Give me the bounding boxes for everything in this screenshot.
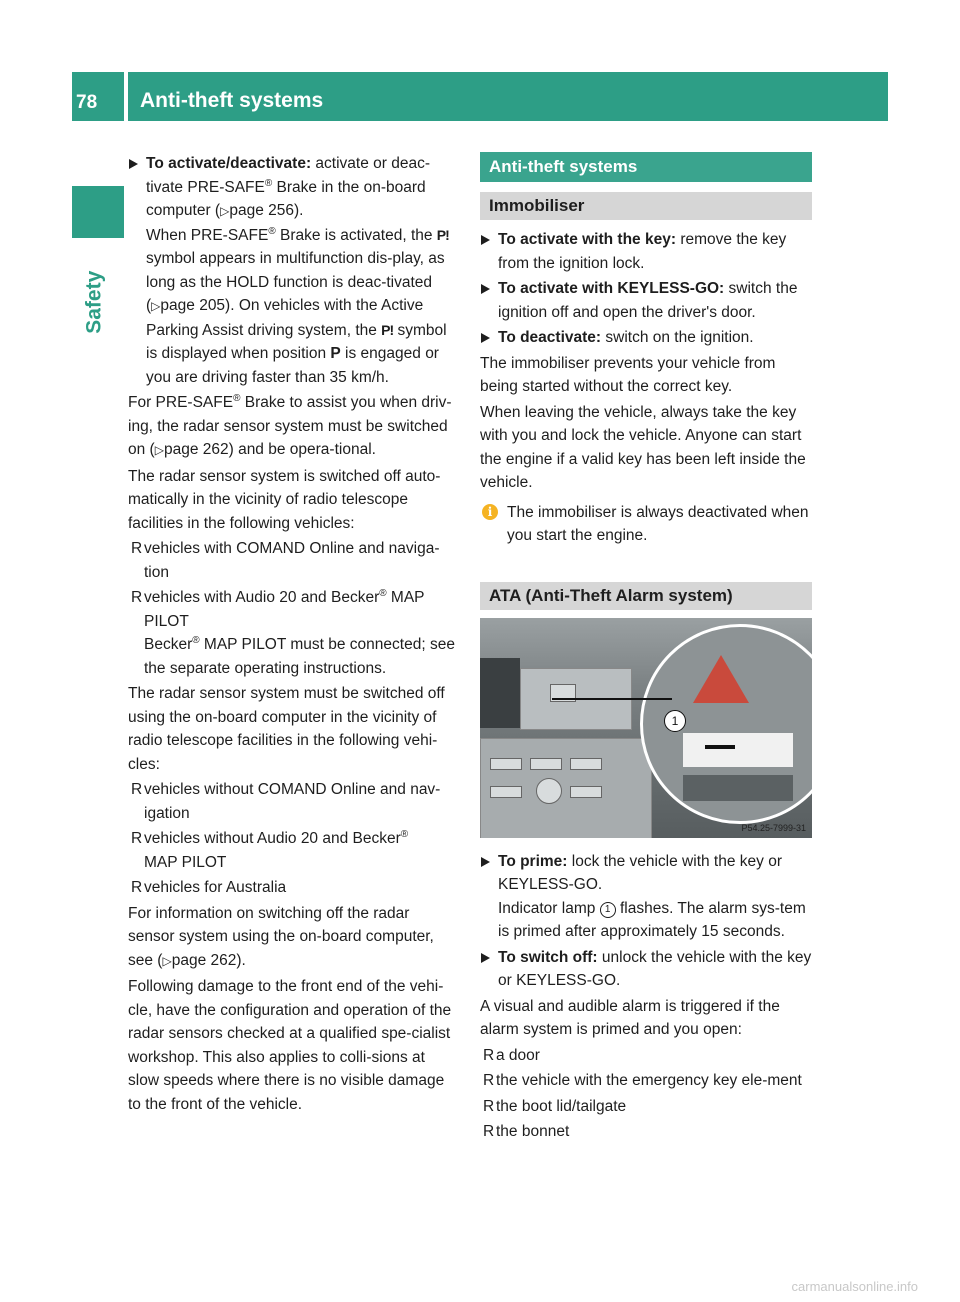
- radio-button: [490, 786, 522, 798]
- paragraph: The immobiliser prevents your vehicle from being started without the correct key.: [480, 354, 776, 395]
- radio-button: [570, 758, 602, 770]
- page-ref-icon: ▷: [162, 953, 172, 968]
- bullet-icon: R: [131, 589, 143, 606]
- paragraph: [128, 902, 460, 974]
- reg-mark: ®: [400, 828, 409, 840]
- list-item: [480, 1069, 812, 1093]
- text: Brake to assist you when driv-ing, the radar sensor system must be switched on (: [128, 394, 452, 458]
- page-ref-icon: ▷: [154, 443, 164, 457]
- list-item: [128, 827, 460, 874]
- left-column: [128, 152, 460, 1118]
- reg-mark: ®: [379, 587, 387, 599]
- pre-safe-brake-icon: P!: [381, 321, 394, 338]
- bullet-icon: R: [483, 1097, 495, 1115]
- bullet-icon: R: [483, 1072, 495, 1089]
- info-note: [480, 501, 812, 548]
- list-item: [128, 586, 460, 680]
- bullet-icon: R: [483, 1123, 495, 1140]
- text: symbol is displayed when position: [146, 321, 447, 362]
- paragraph: When leaving the vehicle, always take the key with you and lock the vehicle. Anyone can start the engine if a valid key has been left inside the vehicle.: [480, 403, 806, 491]
- page-ref-icon: ▷: [151, 299, 161, 313]
- bullet-icon: R: [131, 781, 143, 798]
- list-item: [128, 876, 460, 900]
- text: The immobiliser is always deactivated when you start the engine.: [507, 503, 809, 544]
- list-item: [480, 1120, 812, 1144]
- info-icon: i: [482, 504, 498, 520]
- reg-mark: ®: [233, 392, 241, 404]
- text: vehicles with COMAND Online and naviga-tion: [144, 540, 440, 581]
- list-item: [128, 778, 460, 825]
- radio-knob: [536, 778, 562, 804]
- text: vehicles for Australia: [144, 879, 287, 896]
- page-ref-link[interactable]: page 256).: [229, 202, 304, 219]
- reg-mark: ®: [268, 225, 276, 237]
- list-item: [480, 1044, 812, 1068]
- text: MAP PILOT must be connected; see the separate operating instructions.: [144, 636, 455, 677]
- paragraph: The radar sensor system must be switched off using the on-board computer in the vicinity of radio telescope facilities in the following vehi-cles:: [128, 685, 445, 773]
- text: is engaged or you are driving faster than 35 km/h.: [146, 345, 439, 386]
- page-ref-link[interactable]: page 262).: [171, 951, 246, 969]
- text: the bonnet: [496, 1123, 570, 1140]
- step-label: To activate with the key:: [498, 231, 677, 248]
- right-column: [480, 152, 812, 1146]
- list-item: [128, 537, 460, 584]
- airbag-indicator: [683, 775, 793, 801]
- text: For information on switching off the radar sensor system using the on-board computer, see (: [128, 904, 434, 969]
- text: lock the vehicle with the key or KEYLESS-GO.: [498, 852, 782, 893]
- indicator-strip: [683, 733, 793, 767]
- indicator-lamp: [705, 745, 735, 749]
- text: unlock the vehicle with the key or KEYLESS-GO.: [498, 948, 812, 989]
- step-switch-off: [480, 946, 812, 993]
- radio-button: [490, 758, 522, 770]
- pre-safe-brake-icon: P!: [436, 226, 449, 243]
- step-label: To activate with KEYLESS-GO:: [498, 280, 725, 297]
- text: vehicles without Audio 20 and Becker: [144, 830, 401, 847]
- text: symbol appears in multifunction dis-play, as long as the HOLD function is deac-tivated (: [146, 250, 445, 314]
- text: When PRE-SAFE: [146, 226, 269, 244]
- list-item: [480, 1095, 812, 1119]
- step-activate-key: [480, 228, 812, 275]
- page-ref-link[interactable]: page 205). On vehicles with the Active Parking Assist driving system, the: [146, 297, 424, 339]
- header-separator: [124, 72, 128, 121]
- radio-button: [570, 786, 602, 798]
- text: vehicles without COMAND Online and nav-igation: [144, 781, 441, 822]
- section-heading: Anti-theft systems: [480, 152, 812, 182]
- bullet-icon: R: [131, 540, 143, 557]
- reg-mark: ®: [264, 177, 273, 189]
- paragraph: A visual and audible alarm is triggered if the alarm system is primed and you open:: [480, 997, 780, 1038]
- subsection-heading-ata: ATA (Anti-Theft Alarm system): [480, 582, 812, 610]
- page-number: 78: [76, 92, 98, 113]
- text: switch on the ignition.: [601, 329, 754, 346]
- callout-ref-icon: 1: [600, 902, 616, 918]
- step-label: To deactivate:: [498, 329, 602, 346]
- paragraph: [128, 391, 460, 463]
- text: MAP PILOT: [144, 853, 227, 871]
- text: the boot lid/tailgate: [496, 1097, 627, 1115]
- paragraph: The radar sensor system is switched off auto-matically in the vicinity of radio telescope facilities in the following vehicles:: [128, 467, 441, 532]
- subsection-heading-immobiliser: Immobiliser: [480, 192, 812, 220]
- step-label: To switch off:: [498, 948, 598, 966]
- step-label: To activate/deactivate:: [146, 155, 312, 172]
- callout-line: [552, 698, 672, 700]
- air-vent: [480, 658, 520, 728]
- bullet-icon: R: [131, 830, 143, 847]
- text: flashes. The alarm sys-tem is primed after approximately 15 seconds.: [498, 899, 806, 940]
- photo-code: P54.25-7999-31: [741, 822, 806, 833]
- callout-number: 1: [664, 710, 686, 732]
- text: Indicator lamp: [498, 899, 600, 917]
- step-label: To prime:: [498, 852, 568, 870]
- text: MAP PILOT: [144, 589, 425, 630]
- bullet-icon: R: [131, 879, 143, 896]
- watermark[interactable]: carmanualsonline.info: [791, 1278, 918, 1294]
- step-activate-deactivate: [128, 152, 460, 389]
- text: Brake in the on-board computer (: [146, 178, 426, 219]
- text: vehicles with Audio 20 and Becker: [144, 589, 380, 606]
- paragraph: Following damage to the front end of the vehi-cle, have the configuration and operation of the radar sensors checked at a qualified spe-cialist workshop. This also applies to colli-sions at slow speeds where there is no visible damage to the front of the vehicle.: [128, 978, 452, 1113]
- step-prime: [480, 850, 812, 944]
- text: the vehicle with the emergency key ele-ment: [496, 1072, 802, 1089]
- page-title: Anti-theft systems: [140, 89, 324, 112]
- radio-button: [530, 758, 562, 770]
- bullet-icon: R: [483, 1046, 495, 1064]
- step-deactivate: [480, 326, 812, 350]
- page-ref-icon: ▷: [220, 204, 230, 218]
- gear-position: P: [330, 345, 341, 362]
- step-activate-keyless-go: [480, 277, 812, 324]
- side-tab-label: Safety: [82, 270, 106, 334]
- reg-mark: ®: [192, 634, 200, 646]
- dashboard-photo: [480, 618, 812, 838]
- side-tab-block: [72, 186, 124, 238]
- hazard-warning-icon: [693, 655, 749, 703]
- text: remove the key from the ignition lock.: [498, 231, 787, 272]
- text: Becker: [144, 636, 193, 653]
- text: activate or deac-tivate PRE-SAFE: [146, 155, 431, 196]
- text: For PRE-SAFE: [128, 394, 234, 411]
- page-ref-link[interactable]: page 262) and be opera-tional.: [163, 441, 376, 458]
- text: a door: [496, 1046, 540, 1064]
- text: Brake is activated, the: [275, 226, 437, 244]
- text: switch the ignition off and open the driver's door.: [498, 280, 798, 321]
